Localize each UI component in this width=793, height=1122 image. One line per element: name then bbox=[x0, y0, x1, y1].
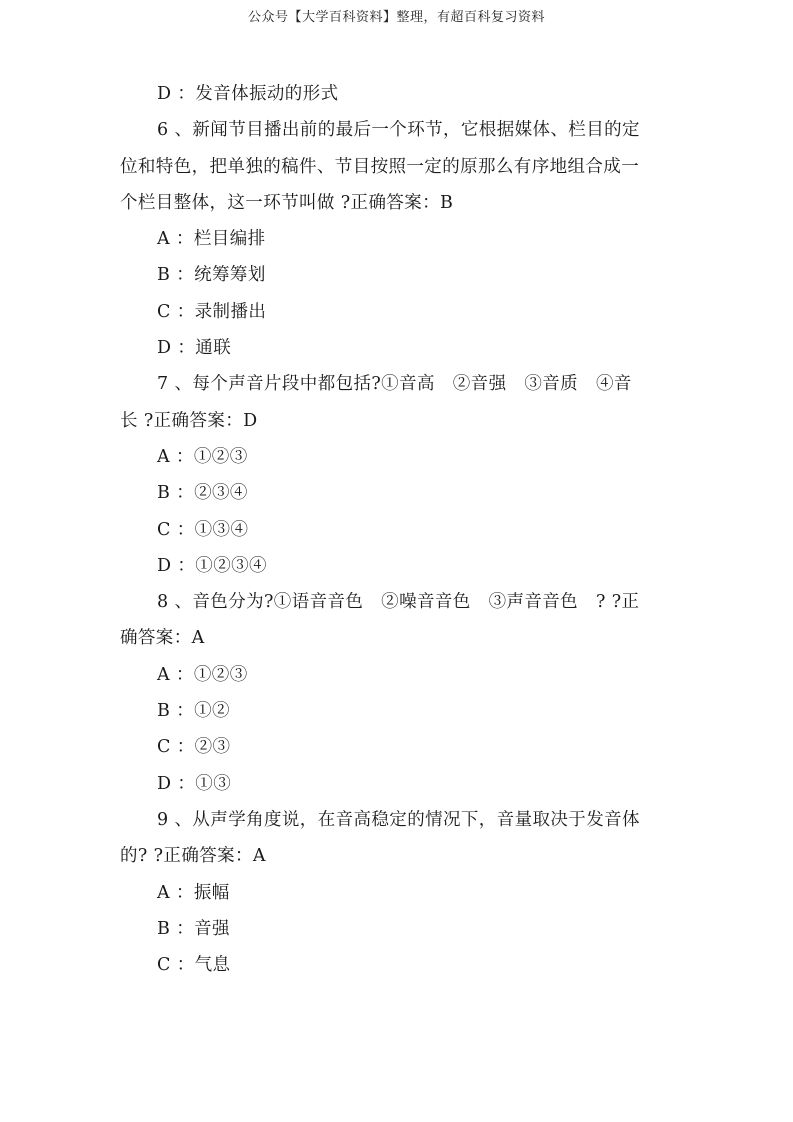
question-6-option-b: B ：统筹筹划 bbox=[157, 265, 266, 286]
question-7-line-2: 长 ?正确答案：D bbox=[120, 410, 258, 431]
question-6-option-d: D ：通联 bbox=[157, 338, 232, 359]
question-6 bbox=[120, 112, 665, 366]
question-7-option-a: A ：①②③ bbox=[157, 446, 248, 467]
question-9-option-c: C ：气息 bbox=[157, 955, 231, 976]
question-7-option-c: C ：①③④ bbox=[157, 519, 249, 540]
question-6-line-3: 个栏目整体，这一环节叫做 ?正确答案：B bbox=[120, 192, 454, 213]
question-6-line-2: 位和特色，把单独的稿件、节目按照一定的原那么有序地组合成一 bbox=[120, 156, 640, 177]
question-7 bbox=[120, 366, 665, 584]
question-6-option-a: A ：栏目编排 bbox=[157, 229, 266, 250]
question-6-line-1: 6 、新闻节目播出前的最后一个环节，它根据媒体、栏目的定 bbox=[157, 120, 640, 141]
question-9-option-b: B ：音强 bbox=[157, 918, 230, 939]
question-7-option-d: D ：①②③④ bbox=[157, 555, 267, 576]
question-6-option-c: C ：录制播出 bbox=[157, 301, 267, 322]
document-body bbox=[120, 76, 665, 983]
question-8-option-d: D ：①③ bbox=[157, 773, 232, 794]
question-9-line-2: 的? ?正确答案：A bbox=[120, 846, 266, 867]
prev-option-d: D ：发音体振动的形式 bbox=[157, 84, 339, 104]
question-7-line-1: 7 、每个声音片段中都包括?①音高 ②音强 ③音质 ④音 bbox=[157, 374, 632, 395]
question-8-line-1: 8 、音色分为?①语音音色 ②噪音音色 ③声音音色 ? ?正 bbox=[157, 592, 640, 613]
question-8-option-c: C ：②③ bbox=[157, 737, 231, 758]
question-9 bbox=[120, 802, 665, 983]
question-9-line-1: 9 、从声学角度说，在音高稳定的情况下，音量取决于发音体 bbox=[157, 809, 640, 830]
question-8-line-2: 确答案：A bbox=[120, 628, 205, 649]
question-8-option-b: B ：①② bbox=[157, 701, 230, 722]
question-7-option-b: B ：②③④ bbox=[157, 483, 248, 504]
page-header: 公众号【大学百科资料】整理，有超百科复习资料 bbox=[247, 10, 545, 25]
question-8 bbox=[120, 584, 665, 802]
question-9-option-a: A ：振幅 bbox=[157, 882, 230, 903]
question-8-option-a: A ：①②③ bbox=[157, 664, 248, 685]
